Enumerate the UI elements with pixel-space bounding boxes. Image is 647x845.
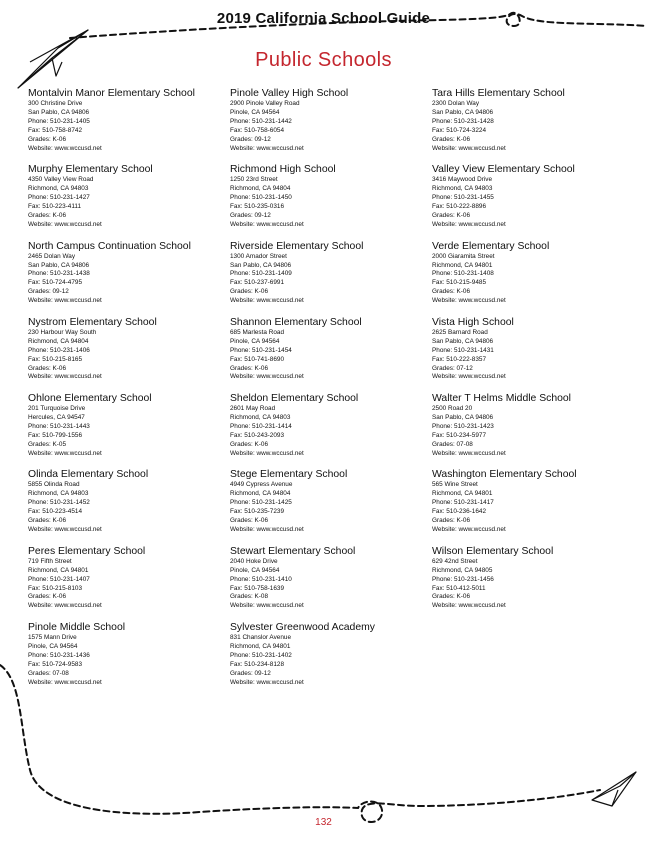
school-city: Richmond, CA 94804: [230, 185, 291, 193]
school-fax: Fax: 510-799-1556: [28, 431, 83, 439]
school-name: Washington Elementary School: [432, 469, 577, 481]
school-address: 629 42nd Street: [432, 557, 478, 565]
school-entry: [28, 468, 218, 544]
school-entry: [28, 621, 218, 697]
school-grades: Grades: K-06: [230, 288, 269, 296]
school-phone: Phone: 510-231-1423: [432, 423, 494, 430]
section-title: Public Schools: [255, 49, 392, 71]
school-name: Peres Elementary School: [28, 545, 146, 557]
school-website: Website: www.wccusd.net: [230, 526, 304, 534]
school-fax: Fax: 510-222-8357: [432, 355, 487, 363]
school-phone: Phone: 510-231-1452: [28, 499, 90, 507]
school-website: Website: www.wccusd.net: [230, 449, 304, 457]
school-phone: Phone: 510-231-1405: [28, 117, 90, 125]
paper-plane-icon: [592, 772, 636, 806]
school-address: 1250 23rd Street: [230, 176, 278, 184]
school-phone: Phone: 510-231-1450: [230, 194, 292, 202]
school-entry: [432, 468, 622, 544]
school-grades: Grades: 07-08: [28, 669, 69, 677]
school-city: San Pablo, CA 94806: [432, 337, 494, 345]
school-website: Website: www.wccusd.net: [432, 449, 506, 457]
school-entry: [230, 316, 420, 392]
school-phone: Phone: 510-231-1414: [230, 423, 292, 430]
school-entry: [28, 87, 218, 163]
school-name: Shannon Elementary School: [230, 316, 362, 328]
school-address: 565 Wine Street: [432, 481, 478, 489]
school-fax: Fax: 510-724-4795: [28, 279, 83, 287]
school-city: Richmond, CA 94803: [28, 490, 89, 498]
school-fax: Fax: 510-237-6991: [230, 279, 285, 287]
school-grades: Grades: K-06: [230, 517, 269, 525]
school-fax: Fax: 510-412-5011: [432, 584, 486, 592]
school-address: 4350 Valley View Road: [28, 176, 94, 184]
school-website: Website: www.wccusd.net: [28, 297, 102, 305]
school-fax: Fax: 510-234-8128: [230, 660, 285, 668]
page-number: 132: [315, 817, 332, 828]
school-name: Nystrom Elementary School: [28, 316, 157, 328]
school-address: 300 Christine Drive: [28, 100, 83, 107]
school-address: 1575 Mann Drive: [28, 634, 77, 642]
school-name: Pinole Valley High School: [230, 88, 349, 99]
school-phone: Phone: 510-231-1438: [28, 270, 90, 278]
school-address: 2300 Dolan Way: [432, 100, 480, 107]
school-website: Website: www.wccusd.net: [230, 297, 304, 305]
school-phone: Phone: 510-231-1417: [432, 499, 494, 507]
school-name: Sylvester Greenwood Academy: [230, 622, 375, 634]
school-phone: Phone: 510-231-1454: [230, 346, 292, 354]
school-phone: Phone: 510-231-1428: [432, 117, 494, 125]
school-name: North Campus Continuation School: [28, 240, 191, 252]
school-website: Website: www.wccusd.net: [432, 526, 506, 534]
school-name: Richmond High School: [230, 164, 336, 176]
school-grades: Grades: K-06: [28, 135, 67, 143]
school-name: Vista High School: [432, 316, 514, 328]
school-grades: Grades: 09-12: [230, 135, 271, 143]
school-entry: [230, 87, 420, 163]
school-website: Website: www.wccusd.net: [432, 220, 506, 228]
school-city: Richmond, CA 94801: [28, 566, 89, 574]
school-grades: Grades: 07-12: [432, 364, 473, 372]
school-phone: Phone: 510-231-1402: [230, 651, 292, 659]
school-website: Website: www.wccusd.net: [28, 144, 102, 152]
school-city: San Pablo, CA 94806: [28, 108, 90, 116]
school-phone: Phone: 510-231-1455: [432, 194, 494, 202]
school-entry: [432, 545, 622, 621]
school-address: 230 Harbour Way South: [28, 328, 97, 336]
school-entry: [28, 392, 218, 468]
school-address: 831 Chanslor Avenue: [230, 634, 291, 642]
school-fax: Fax: 510-234-5977: [432, 431, 487, 439]
school-grades: Grades: 09-12: [230, 211, 271, 219]
school-city: Richmond, CA 94801: [230, 642, 291, 650]
school-name: Tara Hills Elementary School: [432, 88, 565, 99]
school-fax: Fax: 510-758-8742: [28, 126, 83, 134]
school-grades: Grades: K-06: [230, 440, 269, 448]
school-fax: Fax: 510-223-4514: [28, 508, 83, 516]
school-grades: Grades: K-06: [432, 211, 471, 219]
school-fax: Fax: 510-215-9485: [432, 279, 487, 287]
school-fax: Fax: 510-222-8896: [432, 203, 487, 211]
school-name: Walter T Helms Middle School: [432, 393, 571, 405]
school-address: 5855 Olinda Road: [28, 481, 80, 489]
school-name: Stewart Elementary School: [230, 545, 356, 557]
school-grades: Grades: K-06: [28, 593, 67, 601]
school-city: San Pablo, CA 94806: [432, 414, 494, 422]
school-website: Website: www.wccusd.net: [28, 678, 102, 686]
school-grades: Grades: K-06: [432, 135, 471, 143]
school-phone: Phone: 510-231-1436: [28, 651, 90, 659]
school-entry: [230, 392, 420, 468]
school-website: Website: www.wccusd.net: [230, 678, 304, 686]
school-website: Website: www.wccusd.net: [28, 373, 102, 381]
school-fax: Fax: 510-215-8165: [28, 355, 83, 363]
school-grades: Grades: 09-12: [230, 669, 271, 677]
school-website: Website: www.wccusd.net: [28, 449, 102, 457]
school-phone: Phone: 510-231-1443: [28, 423, 90, 430]
school-entry: [28, 316, 218, 392]
school-grades: Grades: K-08: [230, 593, 269, 601]
school-name: Ohlone Elementary School: [28, 393, 152, 405]
school-grades: Grades: K-06: [28, 211, 67, 219]
school-website: Website: www.wccusd.net: [432, 144, 506, 152]
school-city: Pinole, CA 94564: [230, 566, 280, 574]
school-grades: Grades: K-06: [432, 288, 471, 296]
school-grades: Grades: 07-08: [432, 440, 473, 448]
school-address: 2900 Pinole Valley Road: [230, 100, 300, 107]
school-entry: [28, 545, 218, 621]
school-entry: [230, 163, 420, 239]
school-name: Valley View Elementary School: [432, 164, 575, 176]
school-phone: Phone: 510-231-1431: [432, 346, 494, 354]
school-name: Olinda Elementary School: [28, 469, 149, 481]
school-city: Pinole, CA 94564: [230, 108, 280, 116]
school-entry: [432, 163, 622, 239]
school-city: Richmond, CA 94801: [432, 261, 493, 269]
school-fax: Fax: 510-235-7239: [230, 508, 285, 516]
school-city: Richmond, CA 94801: [432, 490, 493, 498]
school-city: Richmond, CA 94804: [28, 337, 89, 345]
school-phone: Phone: 510-231-1410: [230, 575, 292, 583]
school-phone: Phone: 510-231-1409: [230, 270, 292, 278]
school-entry: [230, 468, 420, 544]
school-name: Riverside Elementary School: [230, 240, 364, 252]
school-fax: Fax: 510-223-4111: [28, 203, 82, 211]
school-address: 2040 Hoke Drive: [230, 557, 278, 565]
school-grades: Grades: K-06: [230, 364, 269, 372]
school-grades: Grades: K-06: [432, 593, 471, 601]
school-fax: Fax: 510-215-8103: [28, 584, 83, 592]
school-fax: Fax: 510-758-6054: [230, 126, 285, 134]
school-fax: Fax: 510-741-8690: [230, 355, 285, 363]
school-fax: Fax: 510-758-1639: [230, 584, 285, 592]
school-entry: [432, 87, 622, 163]
school-phone: Phone: 510-231-1408: [432, 270, 494, 278]
school-address: 719 Fifth Street: [28, 557, 72, 565]
school-phone: Phone: 510-231-1425: [230, 499, 292, 507]
school-entry: [432, 316, 622, 392]
school-city: Richmond, CA 94805: [432, 566, 493, 574]
school-name: Verde Elementary School: [432, 240, 550, 252]
school-website: Website: www.wccusd.net: [432, 297, 506, 305]
school-website: Website: www.wccusd.net: [28, 220, 102, 228]
school-city: Pinole, CA 94564: [230, 337, 280, 345]
school-entry: [28, 163, 218, 239]
school-website: Website: www.wccusd.net: [230, 220, 304, 228]
school-city: San Pablo, CA 94806: [432, 108, 494, 116]
school-phone: Phone: 510-231-1442: [230, 117, 292, 125]
school-name: Murphy Elementary School: [28, 164, 153, 176]
school-column-1: [28, 87, 218, 697]
school-address: 2500 Road 20: [432, 405, 473, 413]
school-entry: [230, 240, 420, 316]
school-address: 685 Marlesta Road: [230, 328, 284, 336]
school-website: Website: www.wccusd.net: [230, 602, 304, 610]
school-website: Website: www.wccusd.net: [432, 373, 506, 381]
school-entry: [230, 545, 420, 621]
school-fax: Fax: 510-243-2093: [230, 431, 285, 439]
school-fax: Fax: 510-724-9583: [28, 660, 83, 668]
school-website: Website: www.wccusd.net: [432, 602, 506, 610]
guide-title: 2019 California School Guide: [216, 10, 431, 27]
school-name: Sheldon Elementary School: [230, 393, 359, 405]
school-address: 4949 Cypress Avenue: [230, 481, 293, 489]
school-grades: Grades: K-06: [432, 517, 471, 525]
school-address: 2601 May Road: [230, 405, 276, 413]
school-fax: Fax: 510-236-1642: [432, 508, 487, 516]
school-city: San Pablo, CA 94806: [230, 261, 292, 269]
school-fax: Fax: 510-724-3224: [432, 126, 487, 134]
school-address: 3416 Maywood Drive: [432, 176, 493, 184]
school-address: 2000 Giaramita Street: [432, 252, 495, 260]
school-grades: Grades: 09-12: [28, 288, 69, 296]
school-website: Website: www.wccusd.net: [28, 602, 102, 610]
school-grades: Grades: K-06: [28, 517, 67, 525]
school-city: San Pablo, CA 94806: [28, 261, 90, 269]
school-address: 201 Turquoise Drive: [28, 405, 86, 413]
school-name: Pinole Middle School: [28, 622, 126, 634]
school-entry: [432, 240, 622, 316]
school-entry: [28, 240, 218, 316]
school-name: Wilson Elementary School: [432, 545, 554, 557]
school-name: Stege Elementary School: [230, 469, 348, 481]
school-grades: Grades: K-06: [28, 364, 67, 372]
school-city: Richmond, CA 94804: [230, 490, 291, 498]
school-website: Website: www.wccusd.net: [230, 144, 304, 152]
school-address: 2465 Dolan Way: [28, 252, 76, 260]
school-entry: [230, 621, 420, 697]
school-city: Richmond, CA 94803: [28, 185, 89, 193]
school-website: Website: www.wccusd.net: [28, 526, 102, 534]
school-city: Richmond, CA 94803: [230, 414, 291, 422]
school-grades: Grades: K-05: [28, 440, 67, 448]
school-city: Pinole, CA 94564: [28, 642, 78, 650]
school-address: 2625 Barnard Road: [432, 328, 488, 336]
school-phone: Phone: 510-231-1456: [432, 575, 494, 583]
school-fax: Fax: 510-235-0316: [230, 203, 285, 211]
school-column-2: [230, 87, 420, 697]
school-phone: Phone: 510-231-1427: [28, 194, 90, 202]
school-address: 1300 Amador Street: [230, 252, 287, 260]
school-phone: Phone: 510-231-1406: [28, 346, 90, 354]
school-column-3: [432, 87, 622, 621]
school-phone: Phone: 510-231-1407: [28, 575, 90, 583]
school-entry: [432, 392, 622, 468]
school-name: Montalvin Manor Elementary School: [28, 88, 195, 99]
school-website: Website: www.wccusd.net: [230, 373, 304, 381]
school-city: Hercules, CA 94547: [28, 414, 85, 422]
school-city: Richmond, CA 94803: [432, 185, 493, 193]
